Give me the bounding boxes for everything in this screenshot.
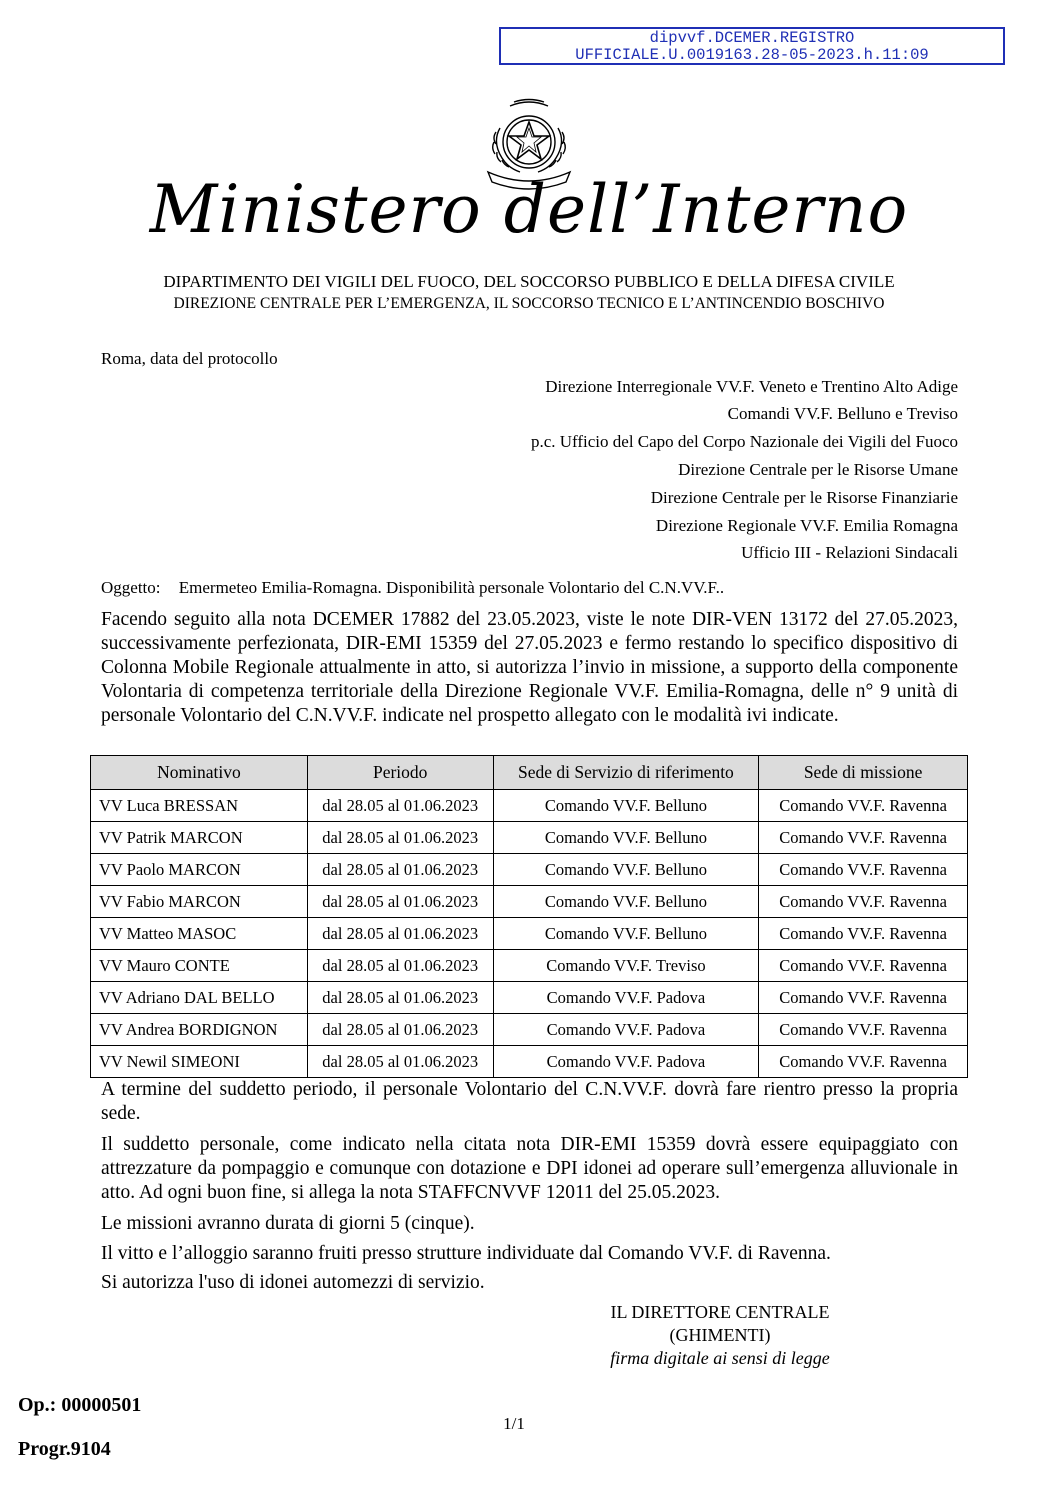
table-row [91, 950, 968, 982]
cell-name: VV Matteo MASOC [91, 918, 308, 950]
cell-home-office: Comando VV.F. Belluno [493, 886, 759, 918]
cell-period: dal 28.05 al 01.06.2023 [307, 918, 493, 950]
cell-home-office: Comando VV.F. Belluno [493, 822, 759, 854]
col-header-name: Nominativo [91, 756, 308, 790]
signature-name: (GHIMENTI) [669, 1325, 771, 1345]
cell-home-office: Comando VV.F. Belluno [493, 790, 759, 822]
ministry-title: Ministero dell’Interno [149, 171, 909, 248]
table-row [91, 1014, 968, 1046]
cell-mission-office: Comando VV.F. Ravenna [759, 1014, 968, 1046]
col-header-home-office: Sede di Servizio di riferimento [493, 756, 759, 790]
protocol-stamp-line1: dipvvf.DCEMER.REGISTRO [649, 29, 855, 47]
cell-period: dal 28.05 al 01.06.2023 [307, 1046, 493, 1078]
cell-mission-office: Comando VV.F. Ravenna [759, 790, 968, 822]
recipient-5: Direzione Regionale VV.F. Emilia Romagna [655, 516, 958, 535]
cell-name: VV Newil SIMEONI [91, 1046, 308, 1078]
table-header-row [91, 756, 968, 790]
cell-mission-office: Comando VV.F. Ravenna [759, 854, 968, 886]
cell-home-office: Comando VV.F. Belluno [493, 854, 759, 886]
signature-note: firma digitale ai sensi di legge [610, 1348, 830, 1368]
cell-name: VV Luca BRESSAN [91, 790, 308, 822]
recipient-2: p.c. Ufficio del Capo del Corpo Nazionale dei Vigili del Fuoco [530, 432, 958, 451]
recipient-1: Comandi VV.F. Belluno e Treviso [727, 404, 958, 423]
cell-name: VV Patrik MARCON [91, 822, 308, 854]
table-row [91, 886, 968, 918]
subject-text: Emermeteo Emilia-Romagna. Disponibilità personale Volontario del C.N.VV.F.. [178, 578, 725, 597]
recipient-3: Direzione Centrale per le Risorse Umane [678, 460, 958, 479]
cell-mission-office: Comando VV.F. Ravenna [759, 950, 968, 982]
recipient-6: Ufficio III - Relazioni Sindacali [741, 543, 958, 562]
table-row [91, 982, 968, 1014]
place-date: Roma, data del protocollo [101, 349, 278, 368]
col-header-mission-office: Sede di missione [759, 756, 968, 790]
cell-name: VV Adriano DAL BELLO [91, 982, 308, 1014]
cell-period: dal 28.05 al 01.06.2023 [307, 854, 493, 886]
cell-mission-office: Comando VV.F. Ravenna [759, 886, 968, 918]
equipment-paragraph: Il suddetto personale, come indicato nella citata nota DIR-EMI 15359 dovrà essere equipaggiato con attrezzature da pompaggio e comunque con dotazione e DPI idonei ad operare sull’emergenza alluvionale in atto. Ad ogni buon fine, si allega la nota STAFFCNVVF 12011 del 25.05.2023. [101, 1134, 958, 1203]
table-row [91, 790, 968, 822]
cell-home-office: Comando VV.F. Padova [493, 1014, 759, 1046]
cell-name: VV Andrea BORDIGNON [91, 1014, 308, 1046]
table-row [91, 854, 968, 886]
table-row [91, 918, 968, 950]
cell-home-office: Comando VV.F. Belluno [493, 918, 759, 950]
cell-mission-office: Comando VV.F. Ravenna [759, 918, 968, 950]
page-number: 1/1 [503, 1414, 525, 1433]
cell-period: dal 28.05 al 01.06.2023 [307, 1014, 493, 1046]
cell-period: dal 28.05 al 01.06.2023 [307, 822, 493, 854]
cell-period: dal 28.05 al 01.06.2023 [307, 790, 493, 822]
cell-period: dal 28.05 al 01.06.2023 [307, 950, 493, 982]
table-row [91, 1046, 968, 1078]
progr-number: Progr.9104 [18, 1438, 111, 1460]
table-row [91, 822, 968, 854]
lodging-paragraph: Il vitto e l’alloggio saranno fruiti presso strutture individuate dal Comando VV.F. di Ravenna. [101, 1243, 831, 1264]
subject-line [101, 576, 724, 600]
cell-mission-office: Comando VV.F. Ravenna [759, 1046, 968, 1078]
cell-name: VV Mauro CONTE [91, 950, 308, 982]
col-header-period: Periodo [307, 756, 493, 790]
cell-name: VV Fabio MARCON [91, 886, 308, 918]
cell-period: dal 28.05 al 01.06.2023 [307, 982, 493, 1014]
vehicles-paragraph: Si autorizza l'uso di idonei automezzi di servizio. [101, 1272, 485, 1293]
intro-paragraph: Facendo seguito alla nota DCEMER 17882 del 23.05.2023, viste le note DIR-VEN 13172 del 27.05.2023, successivamente perfezionata, DIR-EMI 15359 del 27.05.2023 e fermo restando lo specifico dispositivo di Colonna Mobile Regionale attualmente in atto, si autorizza l’invio in missione, a supporto della componente Volontaria di competenza territoriale della Direzione Regionale VV.F. Emilia-Romagna, delle n° 9 unità di personale Volontario del C.N.VV.F. indicate nel prospetto allegato con le modalità ivi indicate. [101, 609, 958, 726]
cell-period: dal 28.05 al 01.06.2023 [307, 886, 493, 918]
staff-table [90, 755, 968, 1078]
cell-mission-office: Comando VV.F. Ravenna [759, 982, 968, 1014]
cell-name: VV Paolo MARCON [91, 854, 308, 886]
department-name: DIPARTIMENTO DEI VIGILI DEL FUOCO, DEL SOCCORSO PUBBLICO E DELLA DIFESA CIVILE [163, 272, 895, 291]
return-paragraph: A termine del suddetto periodo, il personale Volontario del C.N.VV.F. dovrà fare rientro presso la propria sede. [101, 1079, 958, 1124]
cell-home-office: Comando VV.F. Padova [493, 982, 759, 1014]
recipient-4: Direzione Centrale per le Risorse Finanziarie [650, 488, 958, 507]
signature-title: IL DIRETTORE CENTRALE [610, 1302, 830, 1322]
duration-paragraph: Le missioni avranno durata di giorni 5 (cinque). [101, 1213, 475, 1234]
subject-label: Oggetto: [101, 578, 161, 597]
cell-home-office: Comando VV.F. Padova [493, 1046, 759, 1078]
direction-name: DIREZIONE CENTRALE PER L’EMERGENZA, IL SOCCORSO TECNICO E L’ANTINCENDIO BOSCHIVO [173, 295, 885, 312]
op-number: Op.: 00000501 [18, 1394, 142, 1416]
recipient-0: Direzione Interregionale VV.F. Veneto e Trentino Alto Adige [545, 377, 958, 396]
protocol-stamp [499, 27, 1005, 65]
protocol-stamp-line2: UFFICIALE.U.0019163.28-05-2023.h.11:09 [575, 46, 929, 64]
cell-mission-office: Comando VV.F. Ravenna [759, 822, 968, 854]
cell-home-office: Comando VV.F. Treviso [493, 950, 759, 982]
